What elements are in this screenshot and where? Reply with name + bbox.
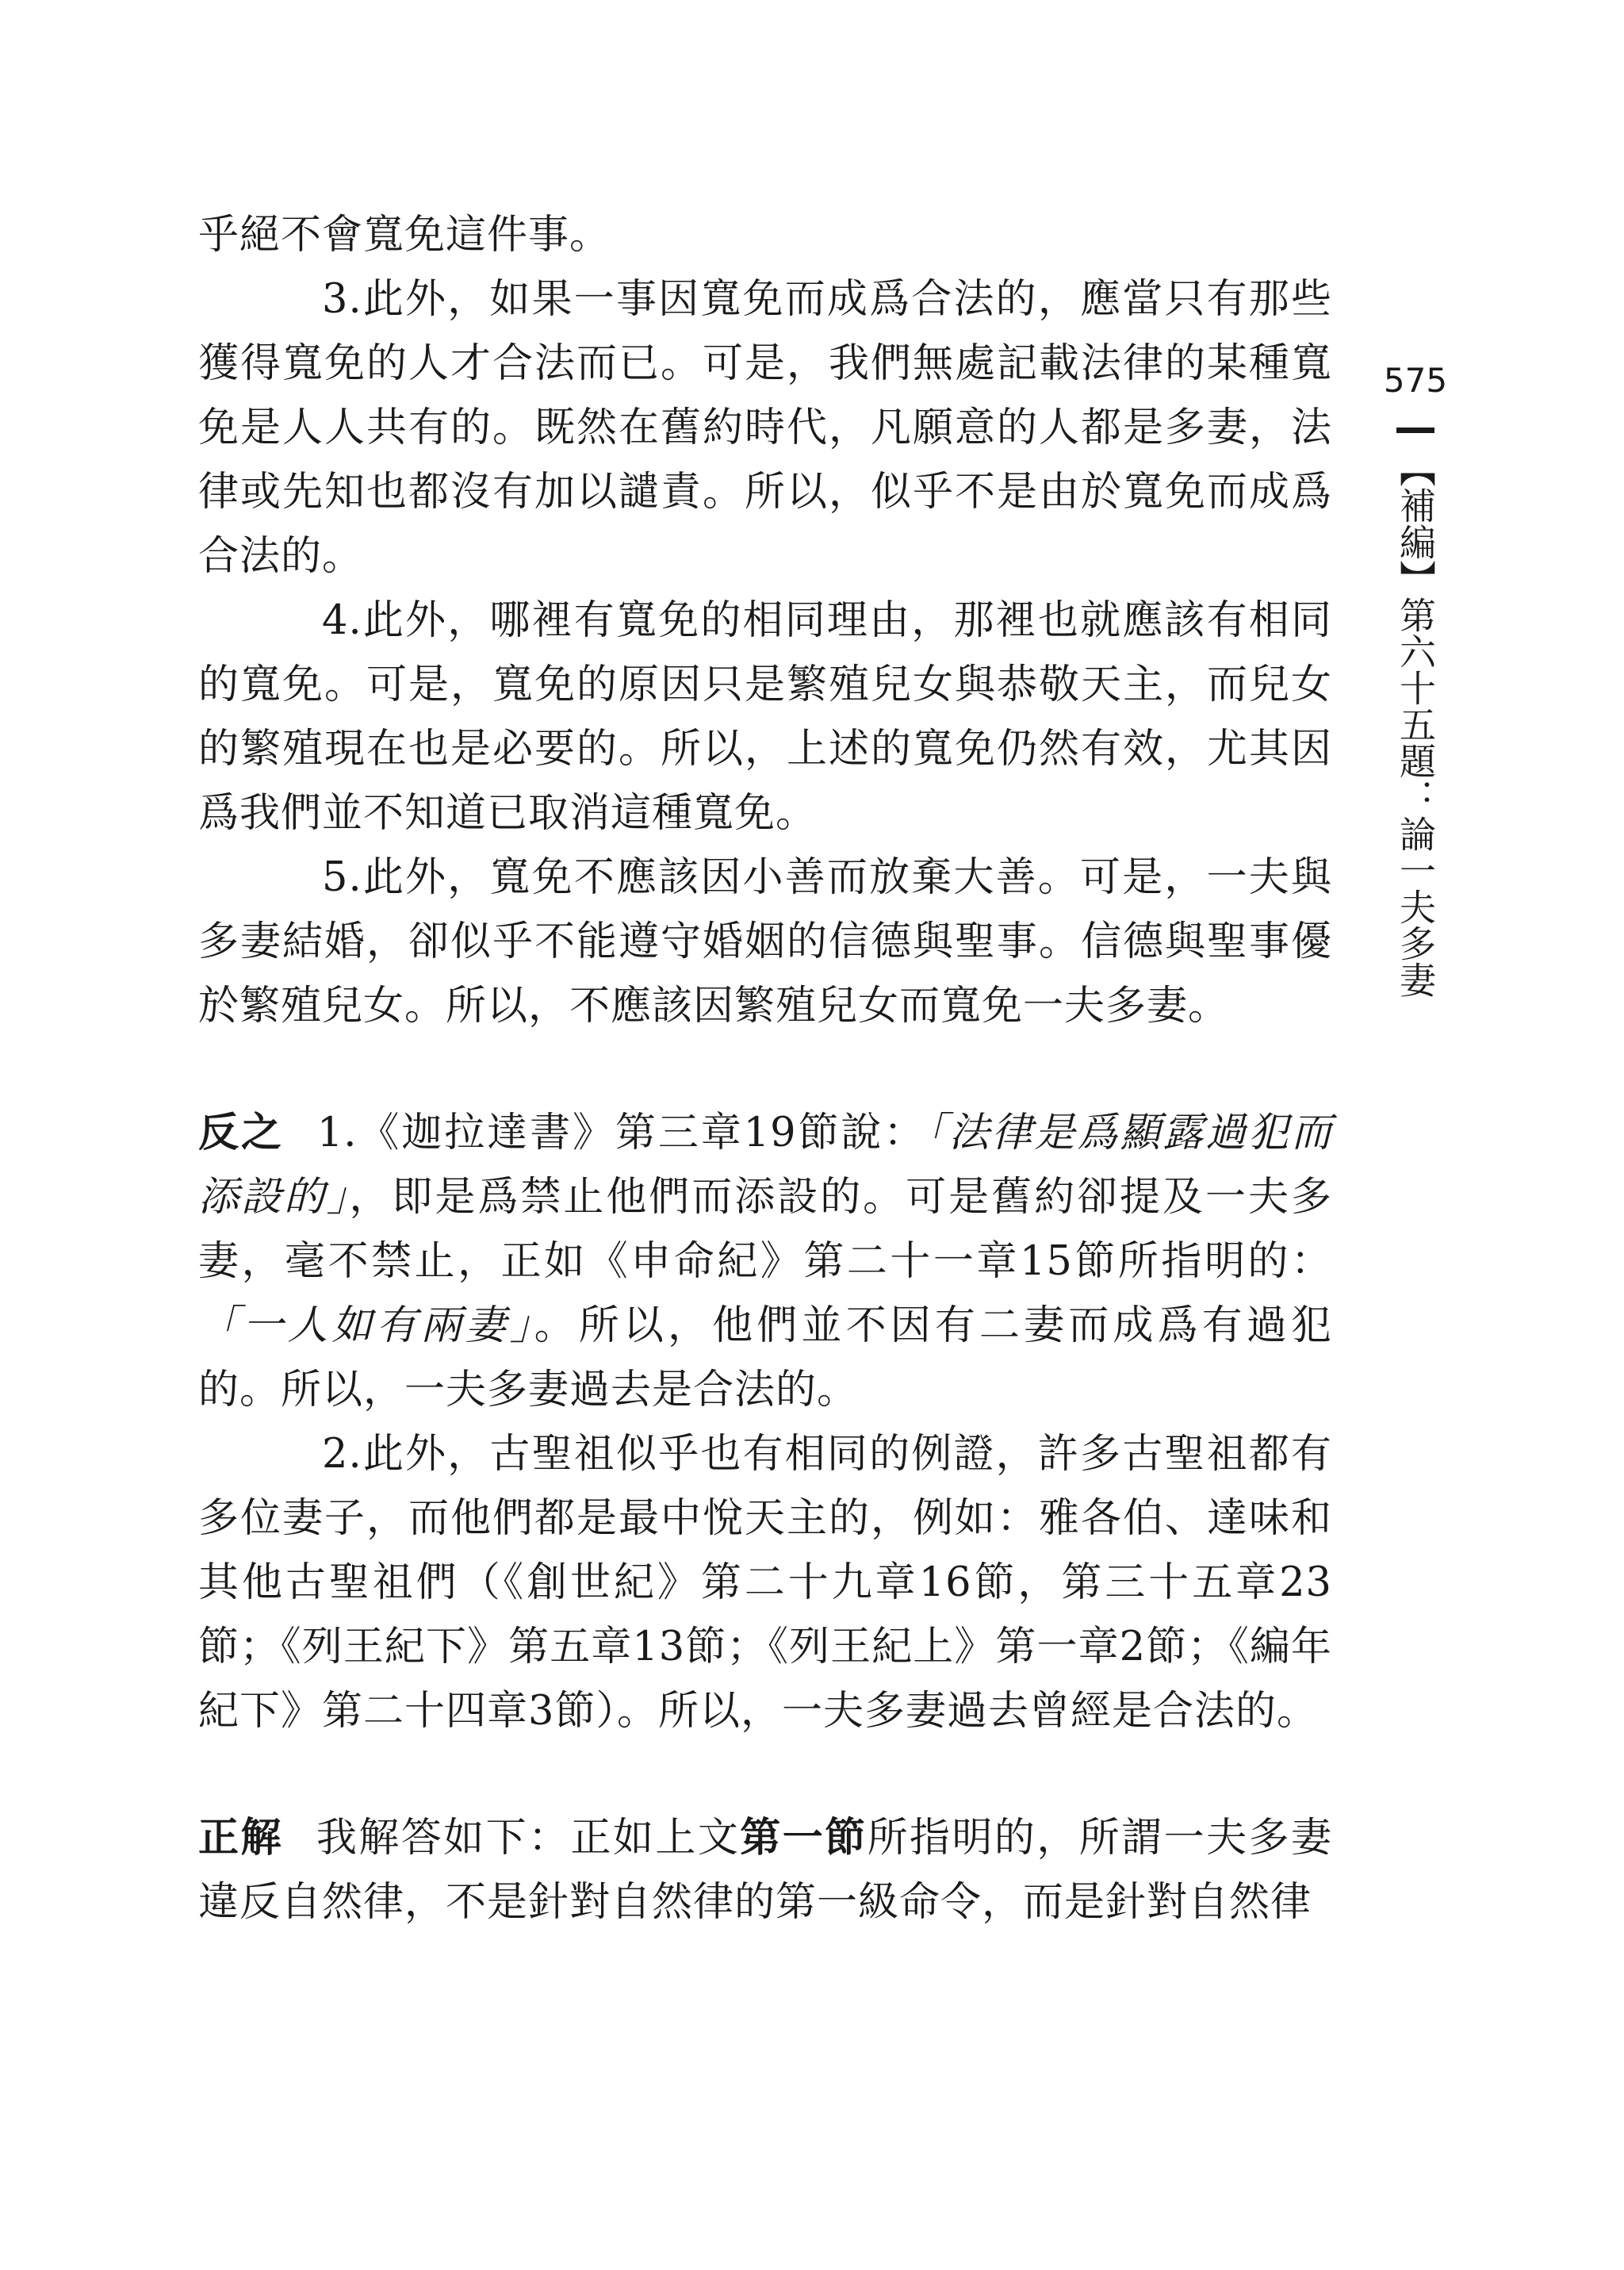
sed-contra-paragraph-2: 2.此外，古聖祖似乎也有相同的例證，許多古聖祖都有多位妻子，而他們都是最中悅天主的，例如：雅各伯、達味和其他古聖祖們（《創世紀》第二十九章16節，第三十五章23節；《列王紀下》第五章13節；《列王紀上》第一章2節；《編年紀下》第二十四章3節）。所以，一夫多妻過去曾經是合法的。: [198, 1431, 1332, 1735]
margin-rule: [1396, 428, 1434, 433]
sed-contra-p1-end: 。所以，他們並不因有二妻而成爲有過犯的。所以，一夫多妻過去是合法的。: [198, 1302, 1332, 1413]
sed-contra-label: 反之: [198, 1110, 284, 1156]
respondeo-label: 正解: [198, 1815, 283, 1862]
main-text-column: [198, 203, 1332, 1934]
respondeo-text-end: 所指明的，所謂一夫多妻違反自然律，不是針對自然律的第一級命令，而是針對自然律: [198, 1815, 1332, 1926]
continuation-paragraph: 乎絕不會寬免這件事。: [198, 212, 611, 259]
objection-4-paragraph: 4.此外，哪裡有寬免的相同理由，那裡也就應該有相同的寬免。可是，寬免的原因只是繁殖兒女與恭敬天主，而兒女的繁殖現在也是必要的。所以，上述的寬免仍然有效，尤其因爲我們並不知道已取消這種寬免。: [198, 597, 1332, 837]
page-number: 575: [1383, 361, 1448, 400]
sed-contra-paragraph-1: [198, 1101, 1332, 1422]
galatians-quote: 「法律是爲顯露過犯而添設的」: [198, 1110, 1332, 1221]
objection-3-paragraph: 3.此外，如果一事因寬免而成爲合法的，應當只有那些獲得寬免的人才合法而已。可是，我們無處記載法律的某種寬免是人人共有的。既然在舊約時代，凡願意的人都是多妻，法律或先知也都沒有加以譴責。所以，似乎不是由於寬免而成爲合法的。: [198, 276, 1332, 580]
sed-contra-p1-start: 1.《迦拉達書》第三章19節說：: [316, 1110, 927, 1156]
respondeo-text-start: 我解答如下：正如上文: [316, 1815, 741, 1862]
respondeo-bold-reference: 第一節: [740, 1814, 868, 1862]
side-margin: [1376, 361, 1455, 1001]
running-head: 【補編】第六十五題：論一夫多妻: [1394, 451, 1437, 998]
objection-5-paragraph: 5.此外，寬免不應該因小善而放棄大善。可是，一夫與多妻結婚，卻似乎不能遵守婚姻的信德與聖事。信德與聖事優於繁殖兒女。所以，不應該因繁殖兒女而寬免一夫多妻。: [198, 854, 1332, 1030]
sed-contra-p1-mid: ，即是爲禁止他們而添設的。可是舊約卻提及一夫多妻，毫不禁止，正如《申命紀》第二十一章15節所指明的：: [198, 1174, 1332, 1285]
deuteronomy-quote: 「一人如有兩妻」: [198, 1302, 534, 1349]
respondeo-paragraph: [198, 1806, 1332, 1934]
